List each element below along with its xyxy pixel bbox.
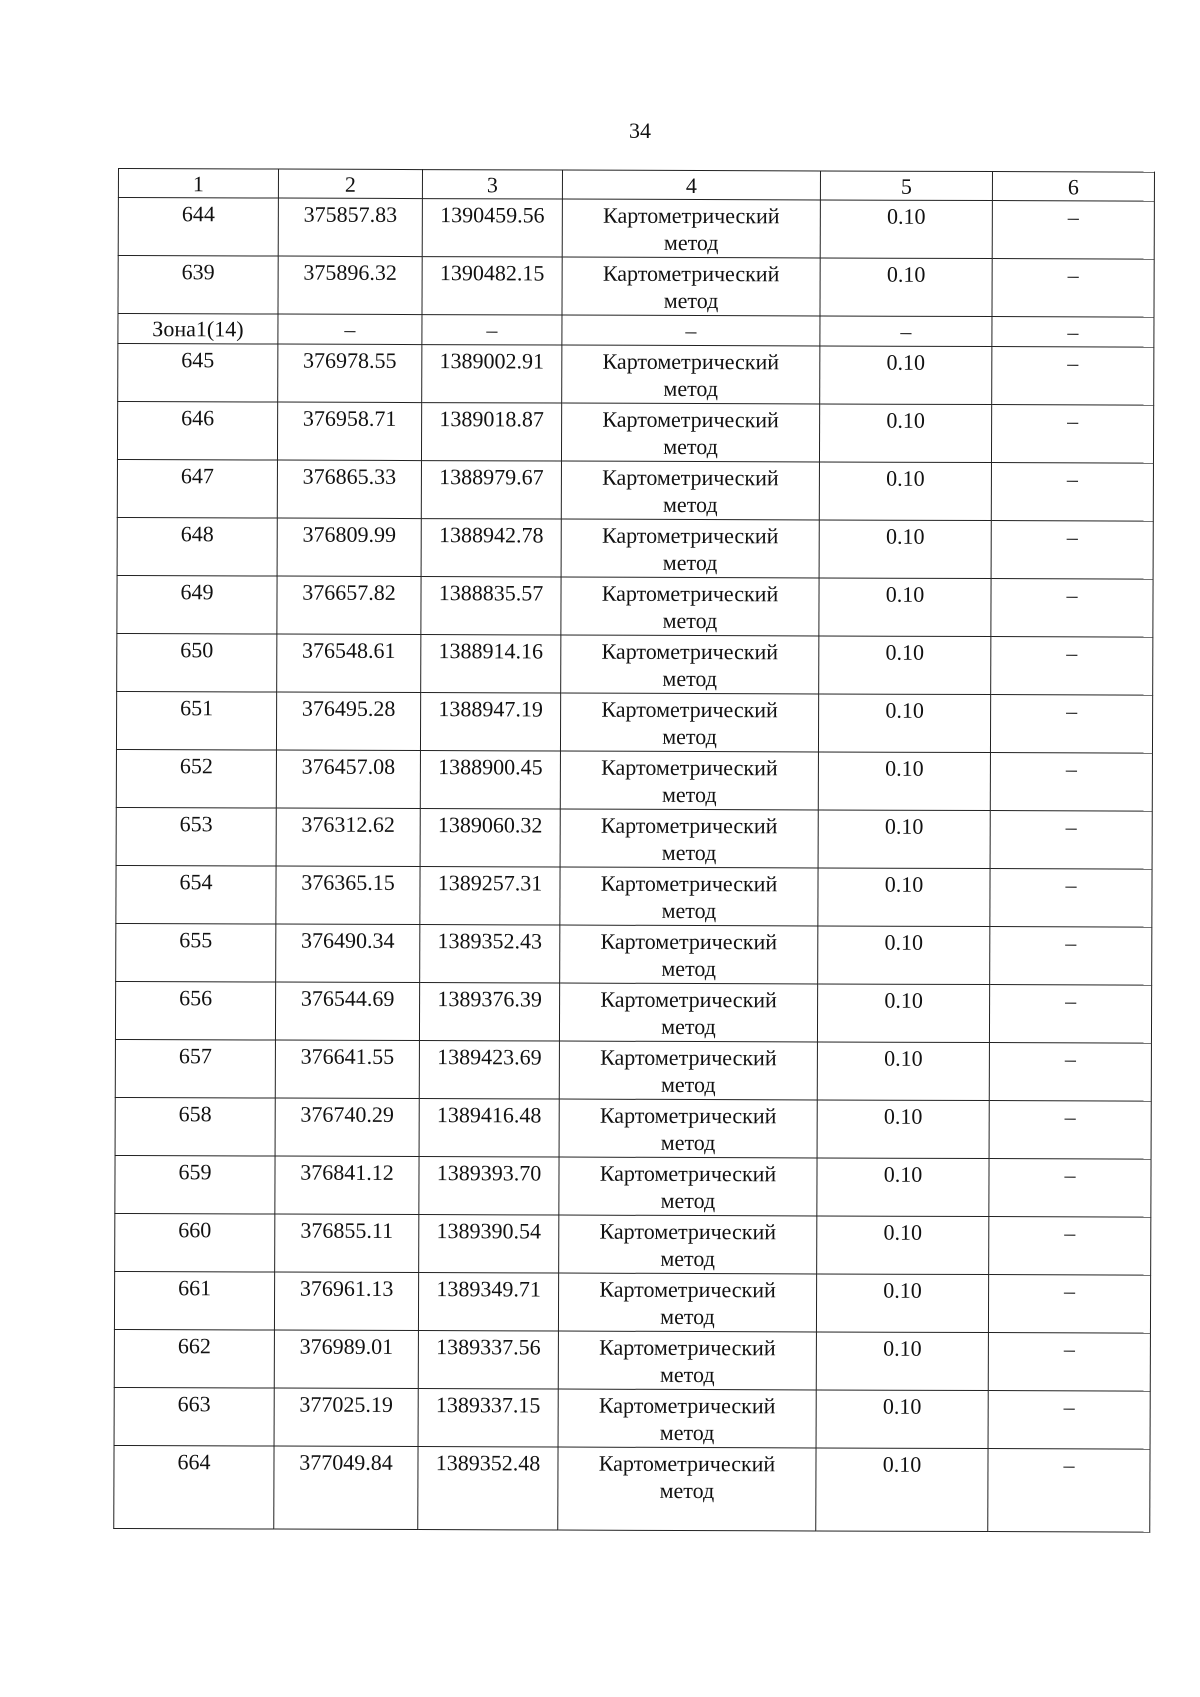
method-cell: Картометрический метод <box>558 1273 816 1332</box>
point-number-cell: Зона1(14) <box>118 314 278 345</box>
point-number-cell: 655 <box>116 923 276 982</box>
x-coordinate-cell: 376641.55 <box>275 1040 419 1099</box>
method-cell: Картометрический метод <box>562 199 820 258</box>
method-cell: Картометрический метод <box>558 1389 816 1448</box>
method-cell: – <box>562 315 820 346</box>
x-coordinate-cell: 376657.82 <box>277 576 421 635</box>
method-cell: Картометрический метод <box>561 577 819 636</box>
method-cell: Картометрический метод <box>559 1099 817 1158</box>
note-cell: – <box>989 1159 1151 1218</box>
accuracy-cell: 0.10 <box>816 1448 988 1532</box>
table-row <box>117 459 1153 521</box>
y-coordinate-cell: 1389018.87 <box>421 403 561 461</box>
point-number-cell: 644 <box>118 198 278 257</box>
accuracy-cell: – <box>820 316 992 347</box>
x-coordinate-cell: 376978.55 <box>278 344 422 403</box>
table-row <box>114 1445 1150 1532</box>
note-cell: – <box>992 317 1154 348</box>
accuracy-cell: 0.10 <box>819 578 991 637</box>
y-coordinate-cell: 1389423.69 <box>419 1041 559 1099</box>
accuracy-cell: 0.10 <box>816 1390 988 1449</box>
y-coordinate-cell: – <box>422 315 562 345</box>
method-cell: Картометрический метод <box>560 867 818 926</box>
note-cell: – <box>990 811 1152 870</box>
accuracy-cell: 0.10 <box>819 462 991 521</box>
table-row <box>118 256 1154 318</box>
table-header-row <box>118 169 1154 202</box>
table-row <box>114 1329 1150 1391</box>
method-cell: Картометрический метод <box>559 1157 817 1216</box>
x-coordinate-cell: 376855.11 <box>275 1214 419 1273</box>
x-coordinate-cell: 376989.01 <box>274 1330 418 1389</box>
page-number: 34 <box>629 118 651 143</box>
method-cell: Картометрический метод <box>561 461 819 520</box>
method-cell: Картометрический метод <box>561 519 819 578</box>
method-cell: Картометрический метод <box>559 983 817 1042</box>
table-row <box>118 198 1154 260</box>
note-cell: – <box>989 1043 1151 1102</box>
accuracy-cell: 0.10 <box>819 404 991 463</box>
method-cell: Картометрический метод <box>562 345 820 404</box>
table-row <box>117 575 1153 637</box>
note-cell: – <box>989 1101 1151 1160</box>
table-row <box>118 344 1154 406</box>
note-cell: – <box>990 927 1152 986</box>
accuracy-cell: 0.10 <box>820 346 992 405</box>
method-cell: Картометрический метод <box>561 403 819 462</box>
note-cell: – <box>991 579 1153 638</box>
point-number-cell: 656 <box>115 981 275 1040</box>
header-cell: 1 <box>118 169 278 199</box>
accuracy-cell: 0.10 <box>818 810 990 869</box>
x-coordinate-cell: 376548.61 <box>277 634 421 693</box>
table-row <box>115 1039 1151 1101</box>
table-row <box>116 691 1152 753</box>
x-coordinate-cell: 376865.33 <box>277 460 421 519</box>
table-row <box>116 923 1152 985</box>
point-number-cell: 653 <box>116 807 276 866</box>
x-coordinate-cell: 376809.99 <box>277 518 421 577</box>
point-number-cell: 658 <box>115 1097 275 1156</box>
method-cell: Картометрический метод <box>560 693 818 752</box>
note-cell: – <box>990 869 1152 928</box>
y-coordinate-cell: 1389349.71 <box>418 1273 558 1331</box>
table-row <box>116 807 1152 869</box>
accuracy-cell: 0.10 <box>818 926 990 985</box>
note-cell: – <box>992 201 1154 260</box>
table-row <box>116 749 1152 811</box>
accuracy-cell: 0.10 <box>817 1042 989 1101</box>
accuracy-cell: 0.10 <box>820 200 992 259</box>
accuracy-cell: 0.10 <box>817 984 989 1043</box>
table-body <box>114 169 1155 1533</box>
table-row <box>117 517 1153 579</box>
x-coordinate-cell: 376312.62 <box>276 808 420 867</box>
note-cell: – <box>989 1217 1151 1276</box>
accuracy-cell: 0.10 <box>817 1216 989 1275</box>
y-coordinate-cell: 1388979.67 <box>421 461 561 519</box>
method-cell: Картометрический метод <box>560 809 818 868</box>
x-coordinate-cell: 376457.08 <box>276 750 420 809</box>
y-coordinate-cell: 1389352.43 <box>420 925 560 983</box>
y-coordinate-cell: 1389390.54 <box>419 1215 559 1273</box>
note-cell: – <box>991 637 1153 696</box>
method-cell: Картометрический метод <box>562 257 820 316</box>
method-cell: Картометрический метод <box>560 751 818 810</box>
x-coordinate-cell: 376961.13 <box>274 1272 418 1331</box>
accuracy-cell: 0.10 <box>818 694 990 753</box>
point-number-cell: 647 <box>117 459 277 518</box>
point-number-cell: 664 <box>114 1445 274 1529</box>
x-coordinate-cell: 376740.29 <box>275 1098 419 1157</box>
method-cell: Картометрический метод <box>558 1447 816 1531</box>
accuracy-cell: 0.10 <box>819 520 991 579</box>
y-coordinate-cell: 1389257.31 <box>420 867 560 925</box>
table-row <box>115 1097 1151 1159</box>
table-row <box>117 633 1153 695</box>
zone-row <box>118 314 1154 348</box>
method-cell: Картометрический метод <box>559 1215 817 1274</box>
method-cell: Картометрический метод <box>559 1041 817 1100</box>
y-coordinate-cell: 1390482.15 <box>422 257 562 315</box>
y-coordinate-cell: 1388914.16 <box>421 635 561 693</box>
point-number-cell: 646 <box>117 402 277 461</box>
method-cell: Картометрический метод <box>560 925 818 984</box>
note-cell: – <box>989 985 1151 1044</box>
table-row <box>115 1213 1151 1275</box>
point-number-cell: 648 <box>117 517 277 576</box>
point-number-cell: 654 <box>116 865 276 924</box>
note-cell: – <box>988 1275 1150 1334</box>
header-cell: 3 <box>422 170 562 199</box>
x-coordinate-cell: 377025.19 <box>274 1388 418 1447</box>
point-number-cell: 650 <box>117 633 277 692</box>
table-row <box>114 1387 1150 1449</box>
header-cell: 2 <box>278 169 422 199</box>
accuracy-cell: 0.10 <box>816 1332 988 1391</box>
y-coordinate-cell: 1389337.56 <box>418 1331 558 1389</box>
x-coordinate-cell: 376495.28 <box>276 692 420 751</box>
point-number-cell: 651 <box>116 691 276 750</box>
table-row <box>115 1155 1151 1217</box>
y-coordinate-cell: 1389393.70 <box>419 1157 559 1215</box>
x-coordinate-cell: 376490.34 <box>276 924 420 983</box>
note-cell: – <box>992 347 1154 406</box>
accuracy-cell: 0.10 <box>817 1100 989 1159</box>
point-number-cell: 657 <box>115 1039 275 1098</box>
y-coordinate-cell: 1388942.78 <box>421 519 561 577</box>
y-coordinate-cell: 1390459.56 <box>422 199 562 257</box>
table-row <box>114 1271 1150 1333</box>
point-number-cell: 660 <box>115 1213 275 1272</box>
x-coordinate-cell: – <box>278 314 422 345</box>
coordinates-table <box>113 168 1155 1533</box>
accuracy-cell: 0.10 <box>816 1274 988 1333</box>
y-coordinate-cell: 1388900.45 <box>420 751 560 809</box>
accuracy-cell: 0.10 <box>818 752 990 811</box>
note-cell: – <box>992 259 1154 318</box>
note-cell: – <box>991 463 1153 522</box>
x-coordinate-cell: 375896.32 <box>278 256 422 315</box>
point-number-cell: 645 <box>118 344 278 403</box>
accuracy-cell: 0.10 <box>819 636 991 695</box>
x-coordinate-cell: 377049.84 <box>274 1446 418 1530</box>
point-number-cell: 639 <box>118 256 278 315</box>
note-cell: – <box>990 753 1152 812</box>
table-row <box>116 865 1152 927</box>
point-number-cell: 659 <box>115 1155 275 1214</box>
point-number-cell: 652 <box>116 749 276 808</box>
accuracy-cell: 0.10 <box>820 258 992 317</box>
y-coordinate-cell: 1389337.15 <box>418 1389 558 1447</box>
note-cell: – <box>990 695 1152 754</box>
method-cell: Картометрический метод <box>561 635 819 694</box>
note-cell: – <box>991 521 1153 580</box>
header-cell: 5 <box>820 171 992 201</box>
y-coordinate-cell: 1388835.57 <box>421 577 561 635</box>
x-coordinate-cell: 376544.69 <box>275 982 419 1041</box>
y-coordinate-cell: 1388947.19 <box>420 693 560 751</box>
point-number-cell: 649 <box>117 575 277 634</box>
note-cell: – <box>988 1333 1150 1392</box>
y-coordinate-cell: 1389002.91 <box>422 345 562 403</box>
point-number-cell: 662 <box>114 1329 274 1388</box>
y-coordinate-cell: 1389416.48 <box>419 1099 559 1157</box>
note-cell: – <box>988 1391 1150 1450</box>
point-number-cell: 663 <box>114 1387 274 1446</box>
point-number-cell: 661 <box>114 1271 274 1330</box>
note-cell: – <box>991 405 1153 464</box>
x-coordinate-cell: 376365.15 <box>276 866 420 925</box>
table-row <box>117 402 1153 464</box>
note-cell: – <box>988 1449 1150 1533</box>
accuracy-cell: 0.10 <box>818 868 990 927</box>
y-coordinate-cell: 1389352.48 <box>418 1447 558 1530</box>
header-cell: 6 <box>992 172 1154 202</box>
method-cell: Картометрический метод <box>558 1331 816 1390</box>
x-coordinate-cell: 375857.83 <box>278 198 422 257</box>
accuracy-cell: 0.10 <box>817 1158 989 1217</box>
x-coordinate-cell: 376841.12 <box>275 1156 419 1215</box>
header-cell: 4 <box>562 170 820 200</box>
y-coordinate-cell: 1389060.32 <box>420 809 560 867</box>
table-row <box>115 981 1151 1043</box>
x-coordinate-cell: 376958.71 <box>277 402 421 461</box>
y-coordinate-cell: 1389376.39 <box>419 983 559 1041</box>
